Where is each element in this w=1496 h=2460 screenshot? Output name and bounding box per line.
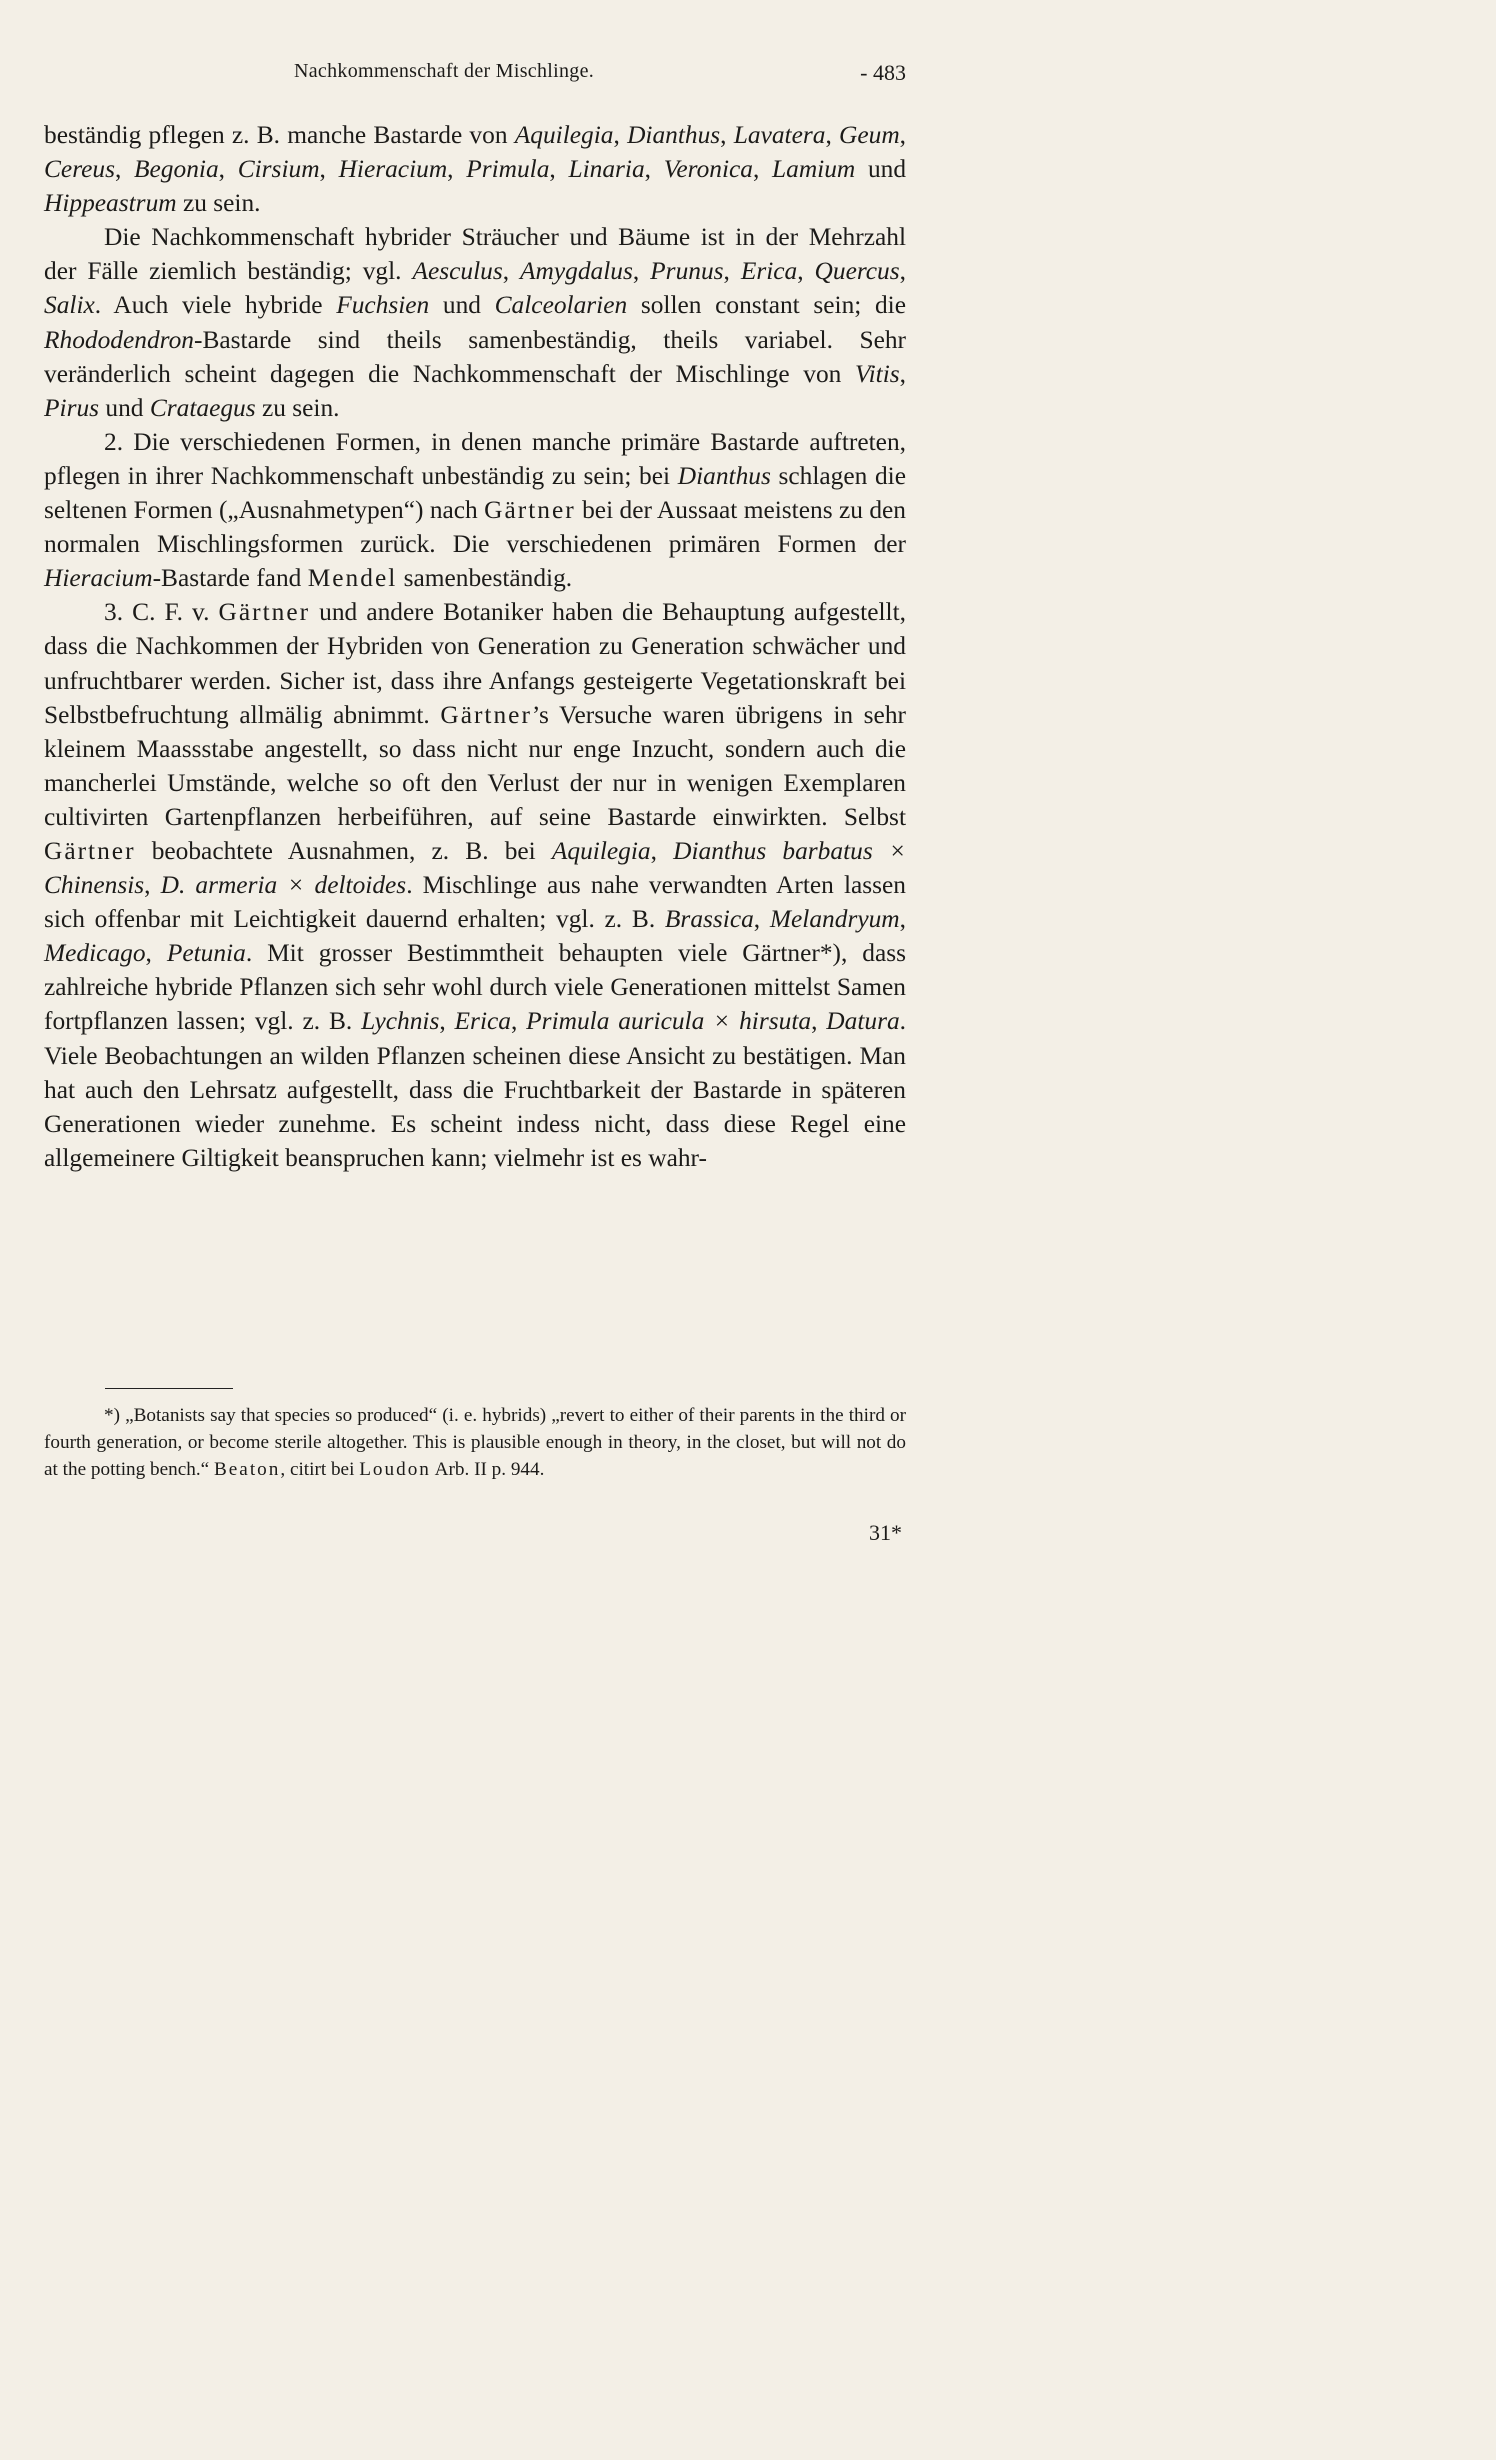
plant-name: Erica [740, 257, 798, 286]
plant-name: Dianthus [677, 461, 771, 490]
text-run: , [549, 155, 569, 184]
plant-name: Rhododendron [44, 325, 194, 354]
text-run: . Mischlinge aus nahe verwandten Arten lassen sich offenbar mit Leichtigkeit dauernd erhalten; vgl. z. B. [44, 871, 906, 934]
plant-name: Begonia [134, 155, 219, 184]
text-run: und [99, 393, 150, 422]
plant-name: Veronica [663, 155, 753, 184]
footnote-divider [105, 1388, 233, 1389]
text-run: , [319, 155, 339, 184]
text-run: , [439, 1007, 455, 1036]
plant-name: Melandryum [769, 905, 900, 934]
text-run: , [899, 359, 906, 388]
text-run: , [753, 905, 770, 934]
text-run: , [115, 155, 135, 184]
text-run: beständig pflegen z. B. manche Bastarde von [44, 121, 515, 149]
text-run: samenbeständig. [397, 564, 573, 593]
text-run: und [429, 291, 495, 320]
text-run: , [825, 121, 840, 149]
text-run: , [899, 905, 906, 934]
text-run: zu sein. [176, 189, 261, 218]
text-run: , [720, 121, 734, 149]
plant-name: Cirsium [237, 155, 320, 184]
plant-name: Amygdalus [520, 257, 633, 286]
author-name: Mendel [307, 564, 398, 593]
text-run: ’s Versuche waren übrigens in sehr kleinem Maassstabe angestellt, so dass nicht nur enge Inzucht, sondern auch die mancherlei Umstände, welche so oft den Verlust der nur in wenigen Exemplaren cultivirten Gartenpflanzen herbeiführen, auf seine Bastarde einwirkten. Selbst [44, 700, 906, 831]
text-run: -Bastarde fand [152, 564, 308, 593]
text-run: beobachtete Ausnahmen, z. B. bei [135, 836, 552, 865]
footnote [44, 1402, 906, 1483]
text-run: *) „Botanists say that species so produced“ (i. e. hybrids) „revert to either of their parents in the third or fourth generation, or become sterile altogether. This is plausible enough in theory, in the closet, but will not do at the potting bench.“ [44, 1405, 906, 1480]
text-run: . Mit grosser Bestimmtheit behaupten viele Gärtner*), dass zahlreiche hybride Pflanzen sich sehr wohl durch viele Generationen mittelst Samen fortpflanzen lassen; vgl. z. B. [44, 939, 906, 1036]
plant-name: Primula [466, 155, 550, 184]
plant-name: D. armeria × deltoides [160, 871, 407, 900]
text-run: schlagen die seltenen Formen („Ausnahmetypen“) nach [44, 461, 906, 525]
author-name: Gärtner [440, 700, 532, 729]
author-name: Gärtner [44, 836, 136, 865]
plant-name: Aesculus [412, 257, 503, 286]
text-run: 3. C. F. v. [104, 598, 219, 627]
paragraph-3 [44, 425, 906, 595]
plant-name: Datura [826, 1007, 900, 1036]
text-run: und andere Botaniker haben die Behauptung aufgestellt, dass die Nachkommen der Hybriden von Generation zu Generation schwächer und unfruchtbarer werden. Sicher ist, dass ihre Anfangs gesteigerte Vegetationskraft bei Selbstbefruchtung allmälig abnimmt. [44, 598, 906, 729]
plant-name: Crataegus [149, 393, 256, 422]
plant-name: Lavatera [733, 121, 826, 149]
text-run: , [723, 257, 741, 286]
plant-name: Fuchsien [336, 291, 430, 320]
plant-name: Prunus [650, 257, 724, 286]
author-name: Gärtner [218, 598, 311, 627]
page-header [44, 60, 906, 94]
book-page [0, 0, 954, 1568]
plant-name: Brassica [664, 905, 754, 934]
text-run: , [632, 257, 651, 286]
sheet-signature: 31* [869, 1520, 902, 1545]
plant-name: Linaria [568, 155, 645, 184]
plant-name: Primula auricula × hirsuta [526, 1007, 812, 1036]
text-run: , [502, 257, 521, 286]
plant-name: Cereus [44, 155, 115, 184]
text-run: , [613, 121, 628, 149]
text-run: Die Nachkommenschaft hybrider Sträucher und Bäume ist in der Mehrzahl der Fälle ziemlich beständig; vgl. [44, 223, 906, 286]
text-run: , [510, 1007, 527, 1036]
text-run: , citirt bei [280, 1459, 360, 1480]
text-run: , [145, 939, 167, 968]
author-name: Loudon [359, 1459, 431, 1480]
text-run: , [447, 155, 467, 184]
text-run: . Viele Beobachtungen an wilden Pflanzen scheinen diese Ansicht zu bestätigen. Man hat auch den Lehrsatz aufgestellt, dass die Fruchtbarkeit der Bastarde in späteren Generationen wieder zunehme. Es scheint indess nicht, dass diese Regel eine allgemeinere Giltigkeit beanspruchen kann; vielmehr ist es wahr- [44, 1007, 906, 1172]
plant-name: Hieracium [44, 564, 153, 593]
plant-name: Geum [839, 121, 900, 149]
text-run: , [144, 871, 161, 900]
plant-name: Dianthus [627, 121, 721, 149]
paragraph-1 [44, 118, 906, 220]
plant-name: Salix [44, 291, 95, 320]
text-run: und [855, 155, 907, 184]
plant-name: Aquilegia [551, 836, 651, 865]
plant-name: Lamium [772, 155, 856, 184]
text-run: , [899, 257, 906, 286]
paragraph-4 [44, 595, 906, 1175]
text-run: . Auch viele hybride [94, 291, 337, 320]
text-run: Arb. II p. 944. [430, 1459, 545, 1480]
plant-name: Medicago [44, 939, 146, 968]
text-run: , [797, 257, 815, 286]
text-run: zu sein. [255, 393, 340, 422]
body-text [44, 118, 906, 1175]
plant-name: Pirus [44, 393, 100, 422]
author-name: Beaton [213, 1459, 281, 1480]
text-run: , [811, 1007, 827, 1036]
page-number: - 483 [860, 60, 906, 85]
plant-name: Quercus [814, 257, 900, 286]
plant-name: Lychnis [361, 1007, 440, 1036]
text-run: 2. Die verschiedenen Formen, in denen manche primäre Bastarde auftreten, pflegen in ihrer Nachkommenschaft unbeständig zu sein; bei [44, 427, 906, 490]
plant-name: Hippeastrum [44, 189, 177, 218]
plant-name: Calceolarien [494, 291, 628, 320]
plant-name: Aquilegia [514, 121, 614, 149]
text-run: bei der Aussaat meistens zu den normalen Mischlingsformen zurück. Die verschiedenen primären Formen der [44, 496, 906, 559]
text-run: , [218, 155, 238, 184]
plant-name: Erica [454, 1007, 511, 1036]
running-title: Nachkommenschaft der Mischlinge. [294, 60, 595, 82]
text-run: , [753, 155, 773, 184]
author-name: Gärtner [484, 496, 576, 525]
text-run: , [899, 121, 907, 149]
plant-name: Petunia [166, 939, 246, 968]
text-run: sollen constant sein; die [627, 291, 906, 320]
text-run: , [650, 836, 674, 865]
text-run: , [644, 155, 664, 184]
plant-name: Dianthus barbatus × Chinensis [44, 836, 906, 900]
plant-name: Vitis [854, 359, 900, 388]
text-run: -Bastarde sind theils samenbeständig, theils variabel. Sehr veränderlich scheint dagegen die Nachkommenschaft der Mischlinge von [44, 325, 906, 388]
plant-name: Hieracium [338, 155, 448, 184]
paragraph-2 [44, 220, 906, 425]
